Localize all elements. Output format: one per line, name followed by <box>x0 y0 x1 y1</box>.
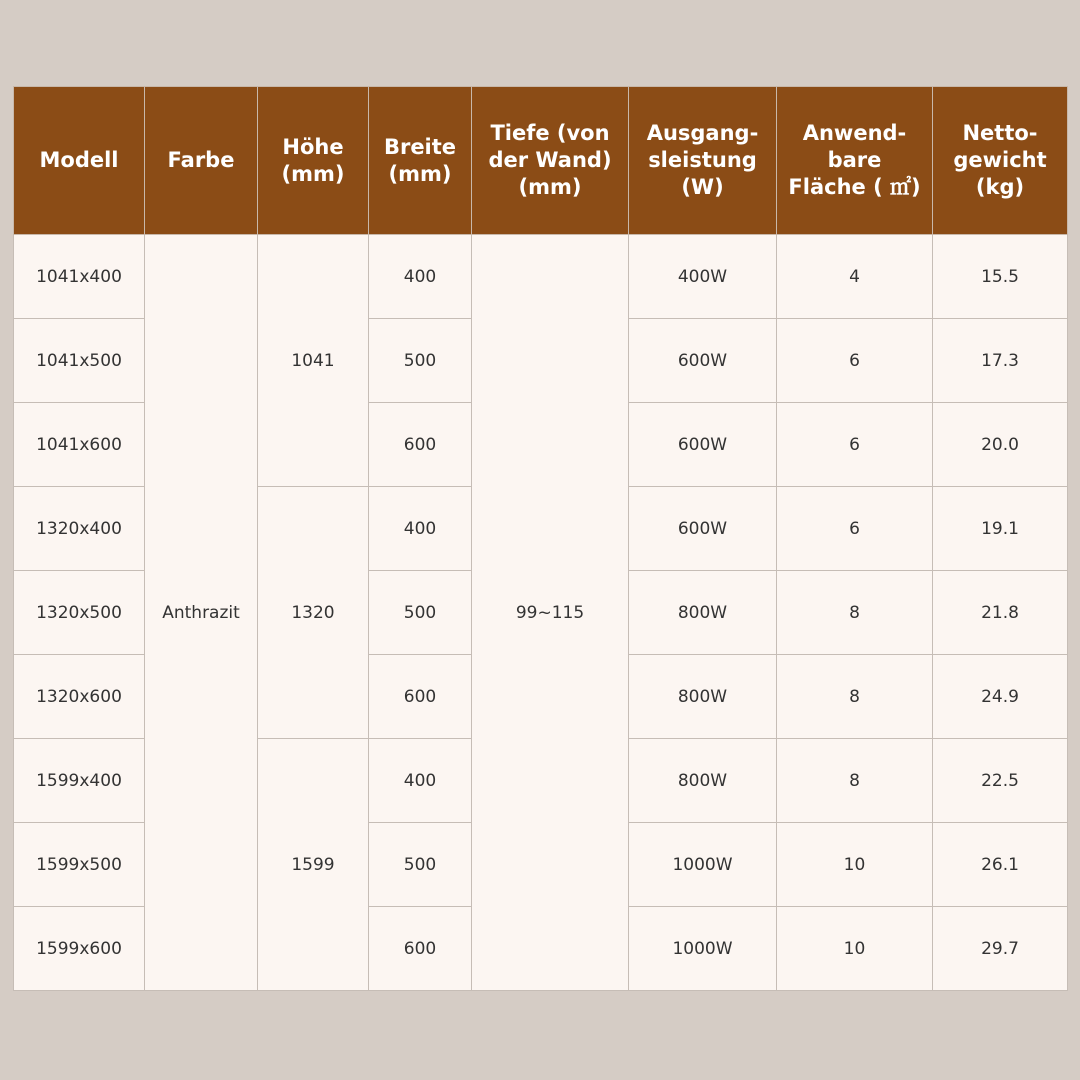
cell-breite: 400 <box>369 487 472 571</box>
cell-breite: 600 <box>369 907 472 991</box>
cell-flaeche: 8 <box>777 571 933 655</box>
cell-leistung: 800W <box>629 655 777 739</box>
table-row <box>14 235 1068 319</box>
cell-modell: 1599x500 <box>14 823 145 907</box>
cell-modell: 1320x400 <box>14 487 145 571</box>
cell-leistung: 800W <box>629 739 777 823</box>
header-line: sleistung <box>648 148 757 172</box>
spec-table <box>13 86 1068 991</box>
cell-flaeche: 10 <box>777 823 933 907</box>
cell-flaeche: 6 <box>777 487 933 571</box>
header-breite <box>369 87 472 235</box>
cell-gewicht: 29.7 <box>933 907 1068 991</box>
header-flaeche <box>777 87 933 235</box>
header-tiefe <box>472 87 629 235</box>
header-gewicht <box>933 87 1068 235</box>
cell-tiefe: 99~115 <box>472 235 629 991</box>
cell-breite: 400 <box>369 235 472 319</box>
cell-flaeche: 6 <box>777 319 933 403</box>
cell-leistung: 1000W <box>629 907 777 991</box>
cell-gewicht: 24.9 <box>933 655 1068 739</box>
cell-hoehe: 1320 <box>258 487 369 739</box>
cell-hoehe: 1599 <box>258 739 369 991</box>
cell-farbe: Anthrazit <box>145 235 258 991</box>
header-line: (W) <box>681 175 724 199</box>
cell-leistung: 600W <box>629 487 777 571</box>
header-modell <box>14 87 145 235</box>
header-line: der Wand) <box>488 148 612 172</box>
header-hoehe <box>258 87 369 235</box>
cell-leistung: 400W <box>629 235 777 319</box>
cell-flaeche: 8 <box>777 739 933 823</box>
header-line: gewicht <box>953 148 1047 172</box>
cell-leistung: 600W <box>629 319 777 403</box>
header-line: Anwend- <box>802 121 907 145</box>
cell-hoehe: 1041 <box>258 235 369 487</box>
cell-leistung: 600W <box>629 403 777 487</box>
cell-breite: 500 <box>369 823 472 907</box>
cell-breite: 500 <box>369 319 472 403</box>
cell-flaeche: 6 <box>777 403 933 487</box>
cell-leistung: 1000W <box>629 823 777 907</box>
cell-modell: 1041x500 <box>14 319 145 403</box>
header-line: Modell <box>39 148 119 172</box>
header-line: Höhe <box>282 134 344 159</box>
cell-gewicht: 21.8 <box>933 571 1068 655</box>
cell-gewicht: 26.1 <box>933 823 1068 907</box>
header-line: Netto- <box>962 121 1038 145</box>
cell-gewicht: 15.5 <box>933 235 1068 319</box>
cell-modell: 1041x400 <box>14 235 145 319</box>
cell-modell: 1599x600 <box>14 907 145 991</box>
header-line: Fläche ( ㎡) <box>788 175 921 199</box>
header-row <box>14 87 1068 235</box>
cell-flaeche: 10 <box>777 907 933 991</box>
cell-gewicht: 22.5 <box>933 739 1068 823</box>
cell-gewicht: 20.0 <box>933 403 1068 487</box>
cell-breite: 500 <box>369 571 472 655</box>
cell-flaeche: 8 <box>777 655 933 739</box>
cell-breite: 400 <box>369 739 472 823</box>
header-line: (mm) <box>281 161 345 186</box>
header-line: (kg) <box>975 175 1025 199</box>
cell-gewicht: 17.3 <box>933 319 1068 403</box>
header-line: Ausgang- <box>646 121 759 145</box>
header-line: Farbe <box>167 148 235 172</box>
header-farbe <box>145 87 258 235</box>
header-line: Tiefe (von <box>490 121 610 145</box>
cell-modell: 1320x500 <box>14 571 145 655</box>
cell-modell: 1320x600 <box>14 655 145 739</box>
cell-breite: 600 <box>369 403 472 487</box>
header-line: (mm) <box>518 175 582 199</box>
cell-gewicht: 19.1 <box>933 487 1068 571</box>
header-line: Breite <box>383 134 457 159</box>
cell-modell: 1599x400 <box>14 739 145 823</box>
cell-breite: 600 <box>369 655 472 739</box>
cell-flaeche: 4 <box>777 235 933 319</box>
header-leistung <box>629 87 777 235</box>
cell-leistung: 800W <box>629 571 777 655</box>
cell-modell: 1041x600 <box>14 403 145 487</box>
header-line: bare <box>827 148 882 172</box>
header-line: (mm) <box>388 161 452 186</box>
